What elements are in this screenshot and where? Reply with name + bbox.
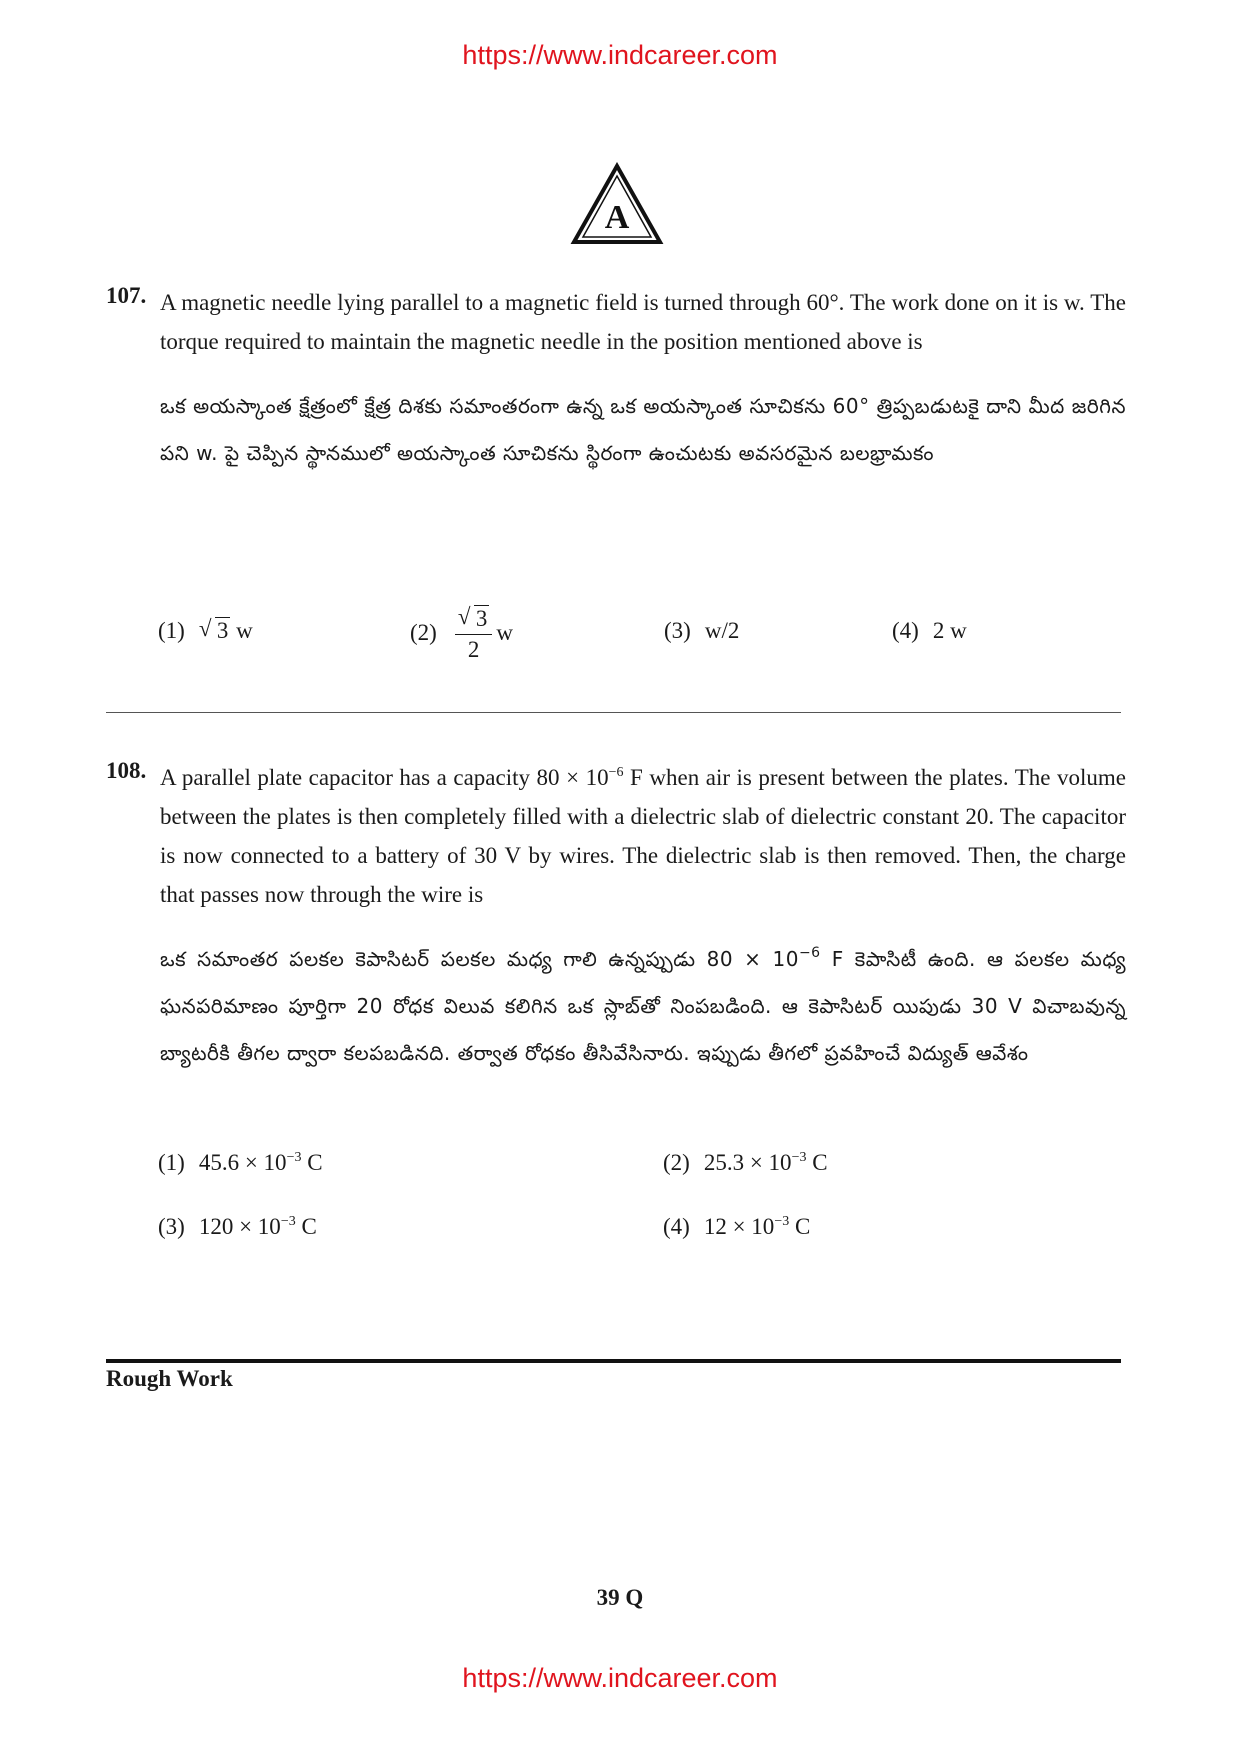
set-a-badge xyxy=(570,162,664,246)
option-2[interactable]: (2) $25.3 \times 10^{-3}$ C xyxy=(663,1150,828,1175)
rough-work-label: Rough Work xyxy=(106,1366,233,1391)
question-107 xyxy=(106,283,1126,477)
question-number: 107. xyxy=(106,283,147,308)
fraction: √ 3 2 xyxy=(455,604,493,665)
question-text-telugu: ఒక సమాంతర పలకల కెపాసిటర్ పలకల మధ్య గాలి ఉన్నప్పుడు $80 \times 10^{-6}$ F కెపాసిటీ ఉంది. ఆ పలకల మధ్య ఘనపరిమాణం పూర్తిగా 20 రోధక విలువ కలిగిన ఒక స్లాబ్‌తో నింపబడింది. ఆ కెపాసిటర్ యిపుడు 30 V విచాబవున్న బ్యాటరీకి తీగల ద్వారా కలపబడినది. తర్వాత రోధకం తీసివేసినారు. ఇప్పుడు తీగలో ప్రవహించే విద్యుత్ ఆవేశం xyxy=(160,945,1126,1065)
question-text-telugu: ఒక అయస్కాంత క్షేత్రంలో క్షేత్ర దిశకు సమాంతరంగా ఉన్న ఒక అయస్కాంత సూచికను 60° త్రిప్పబడుటకై దాని మీద జరిగిన పని w. పై చెప్పిన స్థానములో అయస్కాంత సూచికను స్థిరంగా ఉంచుటకు అవసరమైన బలభ్రామకం xyxy=(160,394,1126,465)
option-4[interactable]: (4) 2 w xyxy=(892,618,967,643)
option-4[interactable]: (4) $12 \times 10^{-3}$ C xyxy=(663,1214,811,1239)
question-divider xyxy=(106,712,1121,713)
question-108 xyxy=(106,758,1126,1077)
footer-url[interactable]: https://www.indcareer.com xyxy=(462,1663,778,1693)
rough-work-divider xyxy=(106,1359,1121,1363)
question-text-english: A magnetic needle lying parallel to a magnetic field is turned through 60°. The work done on it is w. The torque required to maintain the magnetic needle in the position mentioned above is xyxy=(160,290,1126,354)
option-2[interactable]: (2) √ 3 2 w xyxy=(410,604,513,665)
question-number: 108. xyxy=(106,758,147,783)
sqrt-symbol: √ 3 xyxy=(198,616,229,643)
question-text-english: A parallel plate capacitor has a capacity $80 \times 10^{-6}$ F when air is present between the plates. The volume between the plates is then completely filled with a dielectric slab of dielectric constant 20. The capacitor is now connected to a battery of 30 V by wires. The dielectric slab is then removed. Then, the charge that passes now through the wire is xyxy=(160,765,1126,907)
option-3[interactable]: (3) w/2 xyxy=(664,618,740,643)
option-1[interactable]: (1) $45.6 \times 10^{-3}$ C xyxy=(158,1150,323,1175)
header-url[interactable]: https://www.indcareer.com xyxy=(462,40,778,70)
option-1[interactable]: (1) √ 3 w xyxy=(158,616,253,643)
page-number: 39 Q xyxy=(596,1585,644,1610)
set-letter: A xyxy=(604,199,630,236)
option-3[interactable]: (3) $120 \times 10^{-3}$ C xyxy=(158,1214,317,1239)
